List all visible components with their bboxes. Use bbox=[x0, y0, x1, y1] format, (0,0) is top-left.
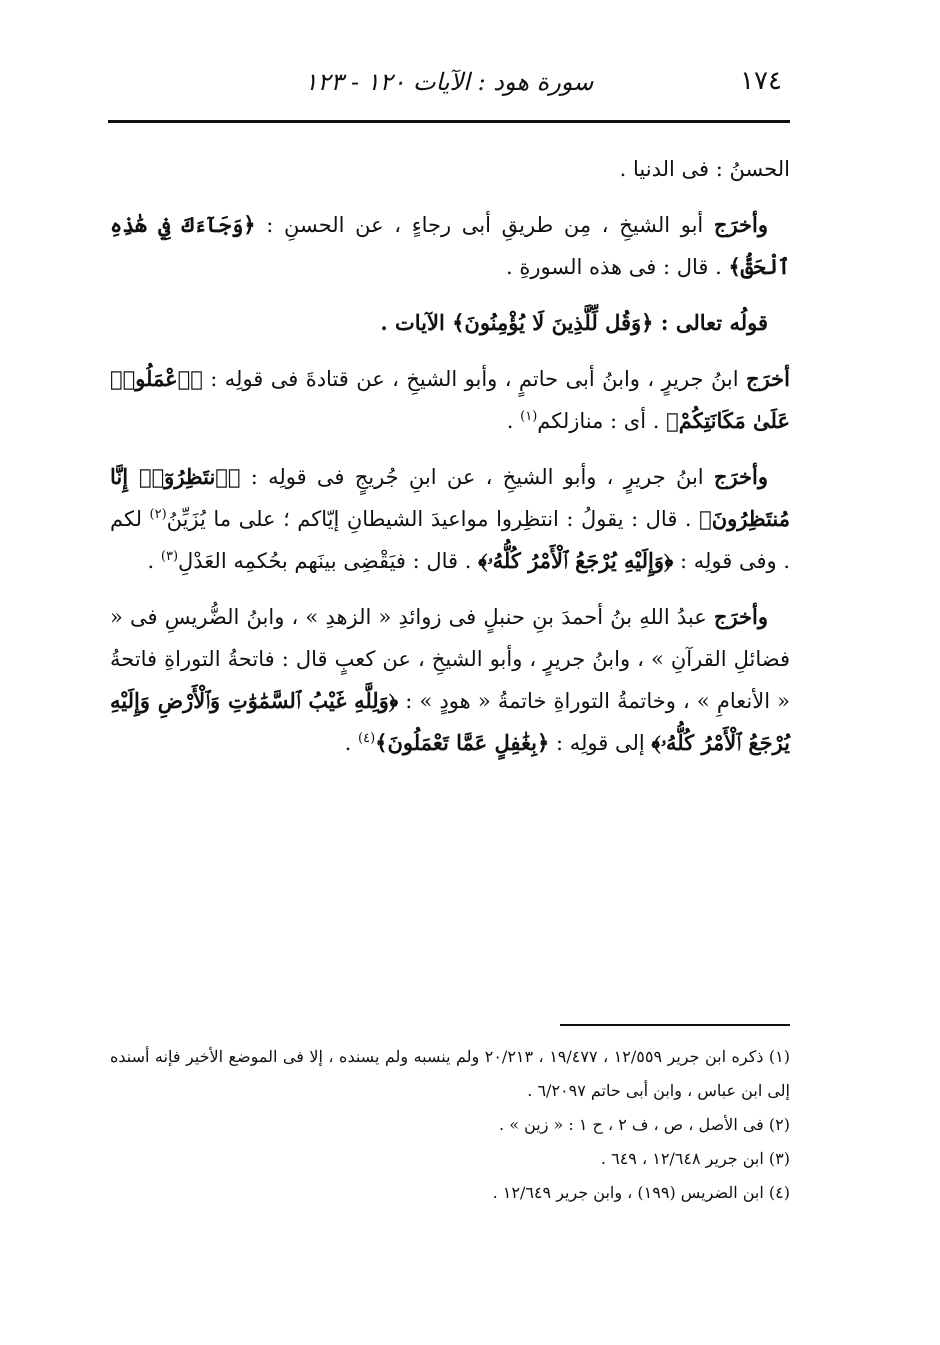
footnote-ref-4[interactable]: (٤) bbox=[358, 731, 376, 746]
footnotes bbox=[110, 1040, 790, 1210]
paragraph-5 bbox=[110, 596, 790, 764]
paragraph-3-text: ابنُ جريرٍ ، وابنُ أبى حاتمٍ ، وأبو الشيخِ ، عن قتادةَ فى قولِه : bbox=[202, 367, 747, 391]
paragraph-4 bbox=[110, 456, 790, 582]
paragraph-4-mid: . قال : يقولُ : انتظِروا مواعيدَ الشيطانِ إيّاكم ؛ على ما يُزَيِّنُ bbox=[166, 507, 700, 531]
paragraph-2-lead: وأخرَج bbox=[713, 212, 769, 237]
paragraph-2 bbox=[110, 204, 790, 288]
paragraph-3-quran: ﴿ٱعْمَلُوا۟ عَلَىٰ مَكَانَتِكُمْ﴾ bbox=[110, 366, 790, 433]
paragraph-5-close: . bbox=[344, 731, 359, 755]
paragraph-4-close: . bbox=[147, 549, 161, 573]
footnote-ref-3[interactable]: (٣) bbox=[160, 549, 179, 564]
main-text bbox=[110, 148, 790, 778]
footnote-rule bbox=[560, 1024, 790, 1026]
paragraph-5-mid: إلى قولِه : bbox=[549, 731, 652, 755]
footnote-2: (٢) فى الأصل ، ص ، ف ٢ ، ح ١ : « زين » . bbox=[499, 1115, 790, 1134]
header-rule bbox=[108, 120, 790, 123]
footnote-1: (١) ذكره ابن جرير ١٢/٥٥٩ ، ١٩/٤٧٧ ، ٢٠/٢١٣ ولم ينسبه ولم يسنده ، إلا فى الموضع الأخير فإنه أسنده إلى ابن عباس ، وابن أبى حاتم ٦/٢٠٩٧ . bbox=[110, 1047, 791, 1100]
paragraph-4-text: ابنُ جريرٍ ، وأبو الشيخِ ، عن ابنِ جُريجٍ فى قولِه : bbox=[240, 465, 714, 489]
heading-label: قولُه تعالى : bbox=[653, 310, 768, 335]
footnote-ref-2[interactable]: (٢) bbox=[149, 507, 167, 522]
paragraph-4-mid-2: لكم . وفى قولِه : bbox=[110, 507, 790, 573]
paragraph-4-quran-2: ﴿وَإِلَيْهِ يُرْجَعُ ٱلْأَمْرُ كُلُّهُۥ﴾ bbox=[478, 548, 674, 573]
paragraph-3-close: . bbox=[506, 409, 521, 433]
paragraph-3-lead: أخرَج bbox=[746, 366, 790, 391]
paragraph-2-text: أبو الشيخِ ، مِن طريقِ أبى رجاءٍ ، عن الحسنِ : bbox=[255, 213, 714, 237]
paragraph-1-text: الحسنُ : فى الدنيا . bbox=[619, 157, 790, 181]
paragraph-2-end: . قال : فى هذه السورةِ . bbox=[506, 255, 729, 279]
footnote-ref-1[interactable]: (١) bbox=[520, 409, 538, 424]
paragraph-4-quran-1: ﴿ٱنتَظِرُوٓا۟ إِنَّا مُنتَظِرُونَ﴾ bbox=[110, 464, 790, 531]
footnote-3: (٣) ابن جرير ١٢/٦٤٨ ، ٦٤٩ . bbox=[600, 1149, 790, 1168]
paragraph-4-end: . قال : فيَقْضِى بينَهم بحُكمِه العَدْلِ bbox=[178, 549, 479, 573]
paragraph-5-text: عبدُ اللهِ بنُ أحمدَ بنِ حنبلٍ فى زوائدِ « الزهدِ » ، وابنُ الضُّريسِ فى « فضائلِ القرآنِ » ، وابنُ جريرٍ ، وأبو الشيخِ ، عن كعبٍ قال : فاتحةُ التوراةِ فاتحةُ « الأنعامِ » ، وخاتمةُ التوراةِ خاتمةُ « هودٍ » : bbox=[110, 605, 790, 713]
footnote-4: (٤) ابن الضريس (١٩٩) ، وابن جرير ١٢/٦٤٩ . bbox=[492, 1183, 790, 1202]
paragraph-4-lead: وأخرَج bbox=[713, 464, 768, 489]
paragraph-5-lead: وأخرَج bbox=[713, 604, 768, 629]
paragraph-5-quran-1: ﴿وَلِلَّهِ غَيْبُ ٱلسَّمَٰوَٰتِ وَٱلْأَرْضِ وَإِلَيْهِ يُرْجَعُ ٱلْأَمْرُ كُلُّهُۥ﴾ bbox=[110, 688, 790, 755]
page-number: ١٧٤ bbox=[740, 66, 782, 96]
section-heading bbox=[110, 302, 790, 344]
paragraph-5-quran-2: ﴿بِغَٰفِلٍ عَمَّا تَعْمَلُونَ﴾ bbox=[375, 730, 550, 755]
running-title: سورة هود : الآيات ١٢٠ - ١٢٣ bbox=[304, 68, 594, 96]
paragraph-3 bbox=[110, 358, 790, 442]
paragraph-1 bbox=[110, 148, 790, 190]
heading-quran: ﴿وَقُل لِّلَّذِينَ لَا يُؤْمِنُونَ﴾ bbox=[452, 310, 654, 335]
heading-end: الآيات . bbox=[380, 310, 453, 335]
page-header bbox=[108, 58, 790, 108]
paragraph-2-quran: ﴿وَجَآءَكَ فِي هَٰذِهِ ٱلْحَقُّ﴾ bbox=[110, 212, 790, 279]
paragraph-3-end: . أى : منازلكم bbox=[537, 409, 667, 433]
